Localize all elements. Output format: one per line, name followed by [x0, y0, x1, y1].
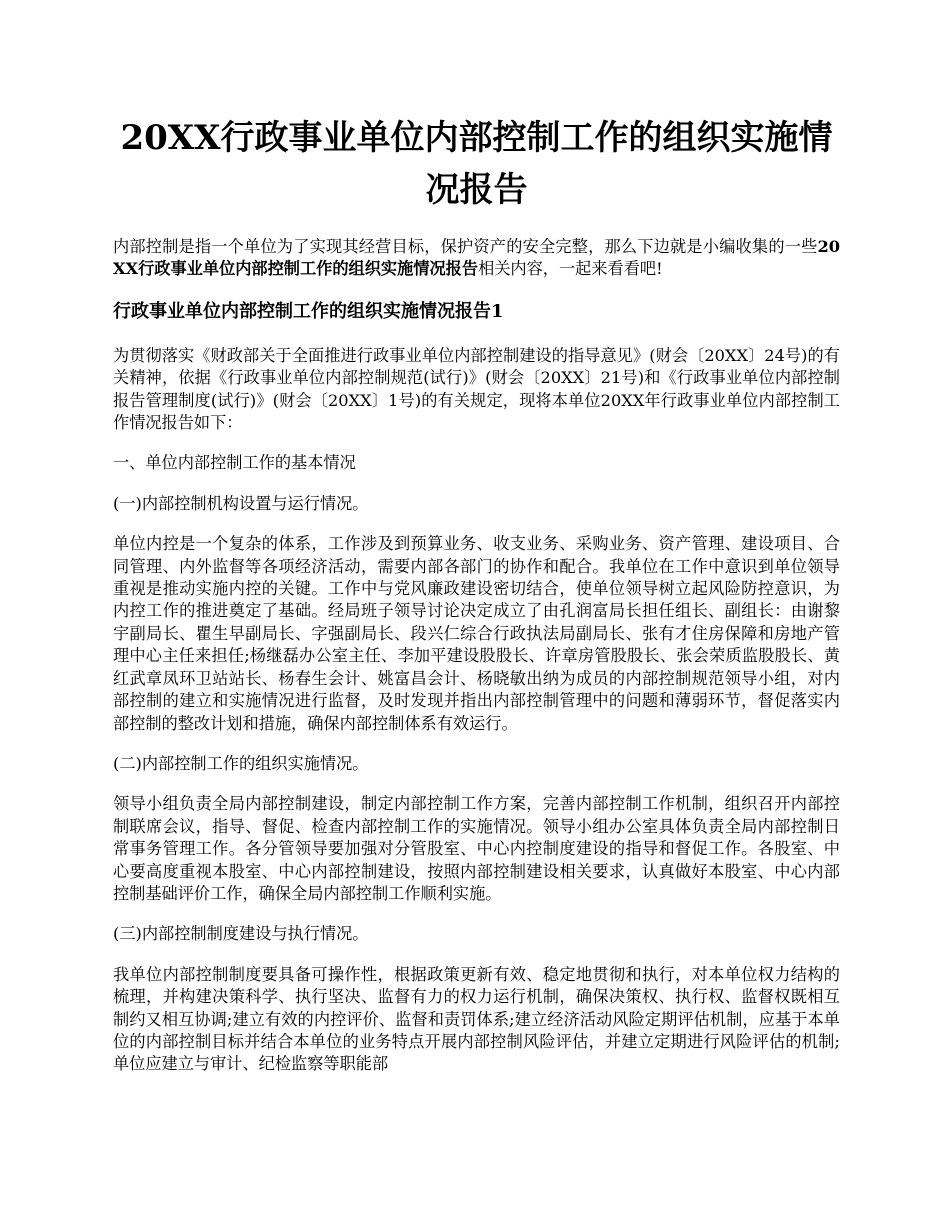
subheading-system-construction: (三)内部控制制度建设与执行情况。 [113, 924, 369, 944]
body-paragraph: 我单位内部控制制度要具备可操作性，根据政策更新有效、稳定地贯彻和执行，对本单位权力结构的梳理，并构建决策科学、执行坚决、监督有力的权力运行机制，确保决策权、执行权、监督权既相互制约又相互协调;建立有效的内控评价、监督和责罚体系;建立经济活动风险定期评估机制，应基于本单位的内部控制目标并结合本单位的业务特点开展内部控制风险评估，并建立定期进行风险评估的机制;单位应建立与审计、纪检监察等职能部 [113, 964, 840, 1074]
document-page [113, 112, 840, 1094]
intro-paragraph [113, 236, 840, 281]
body-paragraph: 领导小组负责全局内部控制建设，制定内部控制工作方案，完善内部控制工作机制，组织召开内部控制联席会议，指导、督促、检查内部控制工作的实施情况。领导小组办公室具体负责全局内部控制日常事务管理工作。各分管领导要加强对分管股室、中心内控制度建设的指导和督促工作。各股室、中心要高度重视本股室、中心内部控制建设，按照内部控制建设相关要求，认真做好本股室、中心内部控制基础评价工作，确保全局内部控制工作顺利实施。 [113, 794, 840, 903]
body-paragraph: 单位内控是一个复杂的体系，工作涉及到预算业务、收支业务、采购业务、资产管理、建设项目、合同管理、内外监督等各项经济活动，需要内部各部门的协作和配合。我单位在工作中意识到单位领导重视是推动实施内控的关键。工作中与党风廉政建设密切结合，使单位领导树立起风险防控意识，为内控工作的推进奠定了基础。经局班子领导讨论决定成立了由孔润富局长担任组长、副组长：由谢黎宇副局长、瞿生早副局长、字强副局长、段兴仁综合行政执法局副局长、张有才住房保障和房地产管理中心主任来担任;杨继磊办公室主任、李加平建设股股长、许章房管股股长、张会荣质监股股长、黄红武章凤环卫站站长、杨春生会计、姚富昌会计、杨晓敏出纳为成员的内部控制规范领导小组，对内部控制的建立和实施情况进行监督，及时发现并指出内部控制管理中的问题和薄弱环节，督促落实内部控制的整改计划和措施，确保内部控制体系有效运行。 [113, 534, 840, 733]
subheading-organization-setup: (一)内部控制机构设置与运行情况。 [113, 493, 369, 513]
document-title: 20XX行政事业单位内部控制工作的组织实施情况报告 [120, 118, 833, 210]
subheading-implementation: (二)内部控制工作的组织实施情况。 [113, 753, 369, 773]
intro-text-before: 内部控制是指一个单位为了实现其经营目标，保护资产的安全完整，那么下边就是小编收集的一些 [113, 237, 818, 256]
intro-text-after: 相关内容，一起来看看吧! [478, 259, 663, 279]
section-heading: 行政事业单位内部控制工作的组织实施情况报告1 [113, 300, 504, 322]
intro-text-bold: 20XX行政事业单位内部控制工作的组织实施情况报告 [113, 237, 840, 279]
body-paragraph: 为贯彻落实《财政部关于全面推进行政事业单位内部控制建设的指导意见》(财会〔20XX〕24号)的有关精神，依据《行政事业单位内部控制规范(试行)》(财会〔20XX〕21号)和《行政事业单位内部控制报告管理制度(试行)》(财会〔20XX〕1号)的有关规定，现将本单位20XX年行政事业单位内部控制工作情况报告如下： [113, 345, 840, 433]
subheading-basic-situation: 一、单位内部控制工作的基本情况 [113, 453, 356, 473]
